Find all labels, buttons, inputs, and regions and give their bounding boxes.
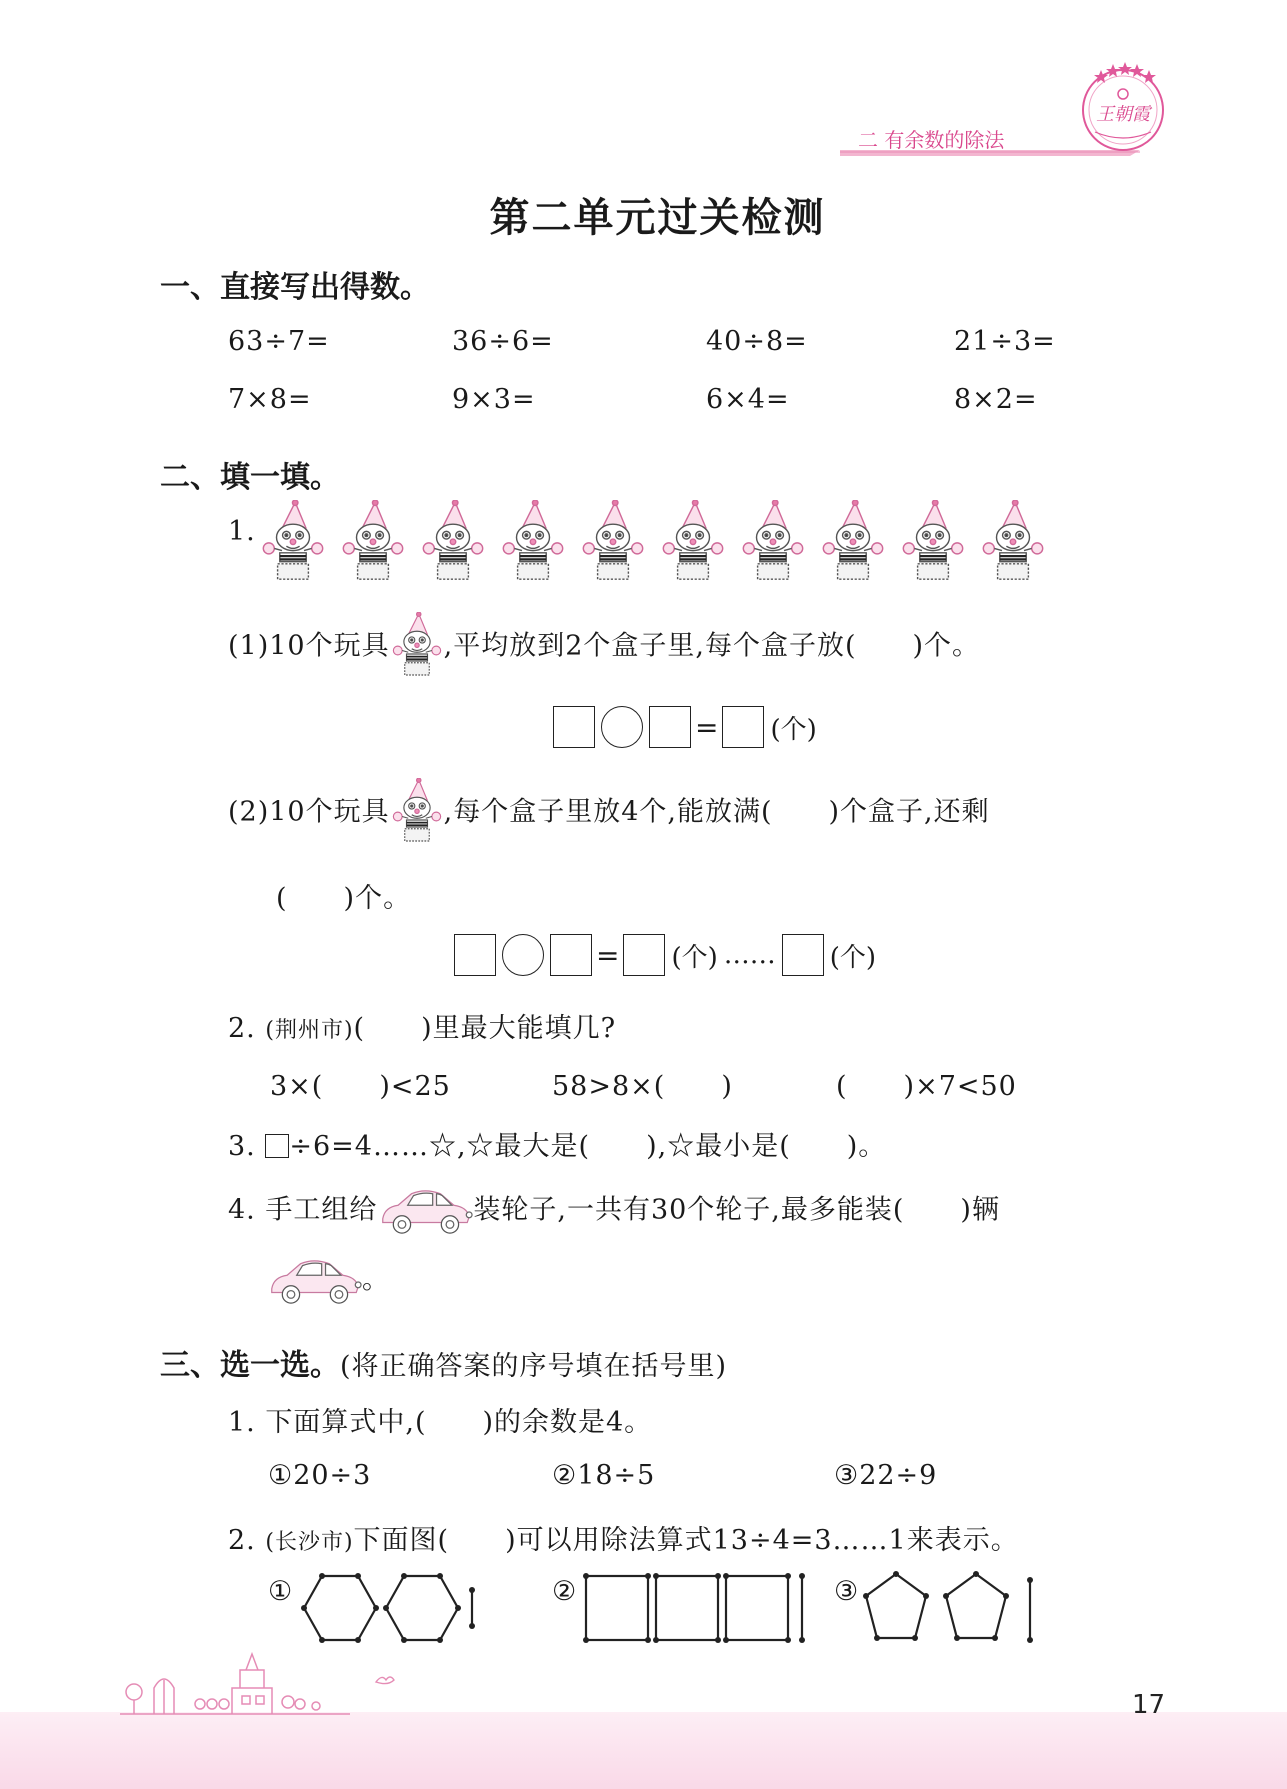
figure-option-1-hexagons[interactable]: [296, 1568, 486, 1648]
section-2-heading: 二、填一填。: [160, 460, 340, 495]
q32-number: 2.: [228, 1525, 256, 1556]
q31-number: 1.: [228, 1407, 256, 1438]
q2-number: 2.: [228, 1013, 256, 1044]
q4-text-post: 装轮子,一共有30个轮子,最多能装( )辆: [473, 1194, 1000, 1226]
answer-box[interactable]: [649, 706, 691, 748]
q4-text-pre: 手工组给: [265, 1194, 378, 1226]
question-2-3: [228, 1124, 886, 1163]
answer-box[interactable]: [553, 706, 595, 748]
calc-item: 6×4=: [706, 384, 790, 415]
toy-clown-icon: [902, 500, 964, 592]
calc-item: 9×3=: [452, 384, 536, 415]
calc-item: 63÷7=: [228, 326, 330, 357]
figure-label[interactable]: ②: [552, 1576, 578, 1607]
choice-option[interactable]: ①20÷3: [268, 1460, 372, 1491]
q2-city: (荆州市): [265, 1018, 354, 1043]
unit-tag: 二 有余数的除法: [858, 128, 1005, 152]
q2-text: ( )里最大能填几?: [353, 1013, 617, 1044]
q2-inequality: 3×( )<25: [270, 1071, 451, 1102]
answer-box[interactable]: [623, 934, 665, 976]
q32-city: (长沙市): [265, 1530, 354, 1555]
answer-box[interactable]: [782, 934, 824, 976]
section-1-heading: 一、直接写出得数。: [160, 270, 430, 305]
toy-car-icon: [266, 1254, 362, 1308]
toy-clown-icon: [342, 500, 404, 592]
question-2-1a: [228, 612, 980, 682]
question-2-2: [228, 1006, 616, 1045]
toy-clown-icon: [662, 500, 724, 592]
answer-box[interactable]: [722, 706, 764, 748]
publisher-logo: [1075, 58, 1171, 154]
toy-clown-icon: [392, 612, 442, 682]
section-3-heading-row: [160, 1340, 727, 1384]
svg-text:王朝霞: 王朝霞: [1096, 104, 1150, 125]
toy-clown-icon: [502, 500, 564, 592]
figure-label[interactable]: ①: [268, 1576, 294, 1607]
toy-clown-icon: [582, 500, 644, 592]
equals-sign: =: [596, 938, 620, 972]
remainder-dots: ……: [723, 940, 776, 970]
question-number: 1.: [228, 516, 256, 547]
equation-template-2: [454, 934, 876, 976]
q1a-text-post: ,平均放到2个盒子里,每个盒子放( )个。: [443, 630, 981, 662]
choice-option[interactable]: ③22÷9: [834, 1460, 938, 1491]
toy-car-icon: [377, 1184, 473, 1238]
section-3-heading: 三、选一选。: [160, 1348, 340, 1383]
choice-option[interactable]: ②18÷5: [552, 1460, 656, 1491]
footer-band: [0, 1712, 1287, 1789]
q32-text: 下面图( )可以用除法算式13÷4=3……1来表示。: [353, 1525, 1019, 1556]
calc-item: 7×8=: [228, 384, 312, 415]
question-3-1: [228, 1400, 652, 1439]
q3-text: ÷6=4……☆,☆最大是( ),☆最小是( )。: [289, 1131, 887, 1162]
q31-text: 下面算式中,( )的余数是4。: [265, 1407, 653, 1438]
q2-inequality: ( )×7<50: [836, 1071, 1017, 1102]
page-number: 17: [1132, 1690, 1166, 1720]
question-3-2: [228, 1518, 1019, 1557]
bird-icon: [374, 1672, 396, 1688]
operator-circle[interactable]: [601, 706, 643, 748]
logo-seal-icon: [1075, 58, 1171, 154]
toy-clown-icon: [822, 500, 884, 592]
q1a-text-pre: (1)10个玩具: [228, 630, 390, 662]
section-3-note: (将正确答案的序号填在括号里): [340, 1351, 728, 1382]
question-2-4: [228, 1184, 1000, 1238]
toy-clown-icon: [982, 500, 1044, 592]
q1b-text-post: ,每个盒子里放4个,能放满( )个盒子,还剩: [443, 796, 990, 828]
toy-clown-icon: [422, 500, 484, 592]
calc-item: 8×2=: [954, 384, 1038, 415]
toy-row: [262, 500, 1082, 590]
unit-label: (个): [829, 942, 877, 973]
calc-item: 36÷6=: [452, 326, 554, 357]
answer-box[interactable]: [265, 1134, 289, 1158]
equation-template-1: [553, 706, 817, 748]
q1b-continuation: ( )个。: [276, 883, 412, 914]
answer-box[interactable]: [454, 934, 496, 976]
toy-clown-icon: [742, 500, 804, 592]
toy-clown-icon: [392, 778, 442, 848]
q1b-text-pre: (2)10个玩具: [228, 796, 390, 828]
q2-inequality: 58>8×( ): [552, 1071, 733, 1102]
calc-item: 21÷3=: [954, 326, 1056, 357]
q4-end: 。: [362, 1264, 390, 1296]
page-title: 第二单元过关检测: [489, 195, 826, 241]
toy-clown-icon: [262, 500, 324, 592]
answer-box[interactable]: [550, 934, 592, 976]
question-2-1b: [228, 778, 990, 848]
q3-number: 3.: [228, 1131, 256, 1162]
footer-town-illustration: [120, 1640, 360, 1720]
unit-label: (个): [770, 714, 817, 745]
unit-label: (个): [671, 942, 718, 973]
q4-continuation: [266, 1254, 390, 1308]
figure-label[interactable]: ③: [834, 1576, 860, 1607]
figure-option-3-pentagons[interactable]: [862, 1566, 1042, 1650]
operator-circle[interactable]: [502, 934, 544, 976]
figure-option-2-squares[interactable]: [582, 1570, 812, 1648]
calc-item: 40÷8=: [706, 326, 808, 357]
q4-number: 4.: [228, 1194, 256, 1226]
equals-sign: =: [695, 710, 719, 744]
